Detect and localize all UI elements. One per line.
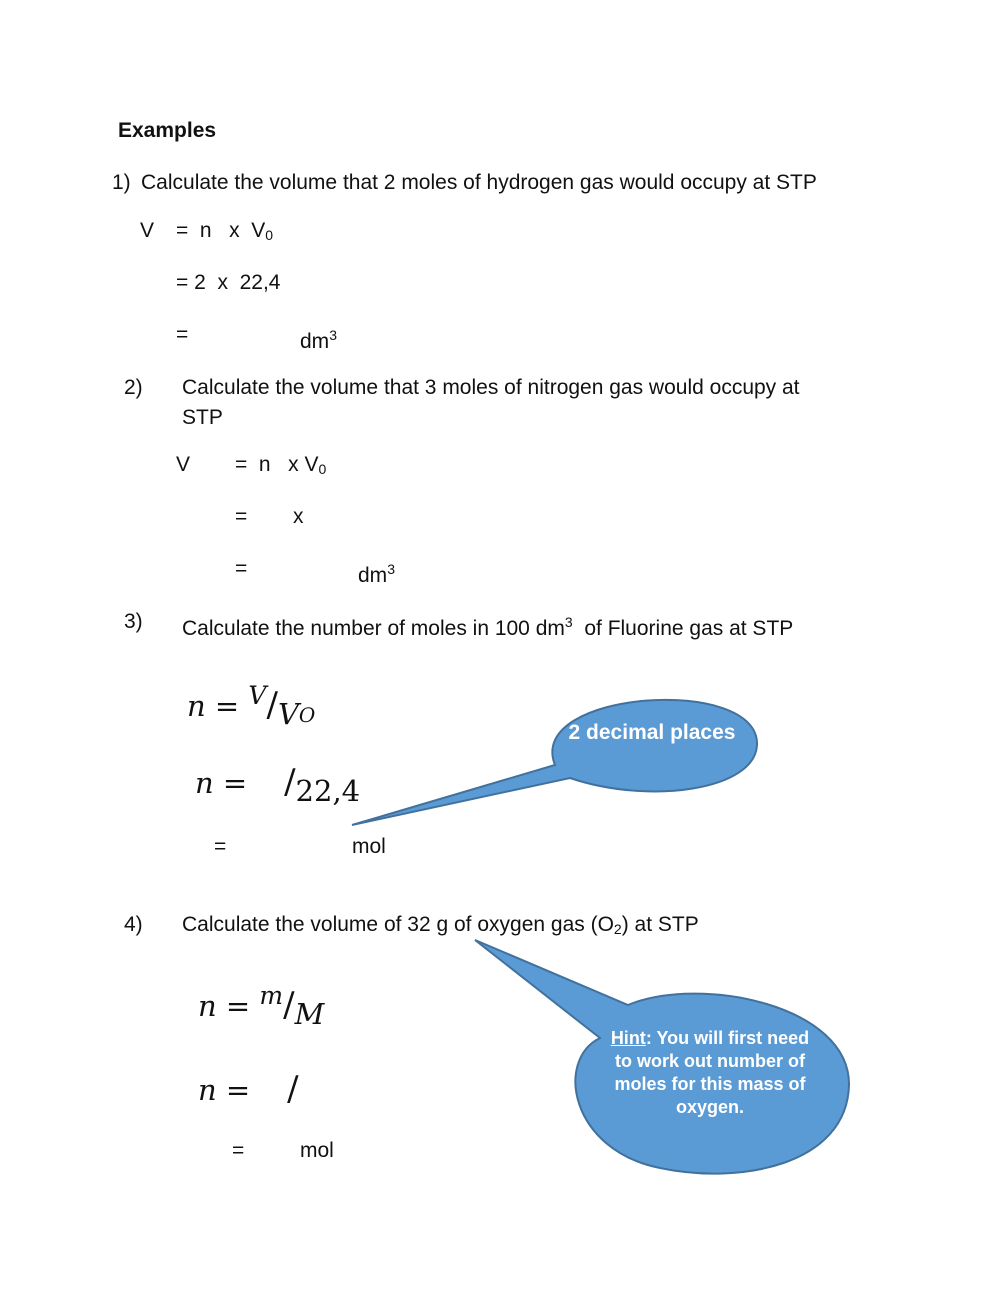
q1-line3-eq: = xyxy=(176,323,189,346)
q1-number: 1) xyxy=(112,171,131,194)
callout-hint-text: : You will first need to work out number of moles for this mass of oxygen. xyxy=(614,1028,810,1117)
q4-line3-eq: = xyxy=(232,1139,245,1162)
q4-formula-substitution: n = / xyxy=(198,1069,299,1109)
q4-number: 4) xyxy=(124,913,143,936)
q2-line1-lhs: V xyxy=(176,453,191,476)
callout-hint xyxy=(600,1027,820,1119)
q4-formula-moles-mass: n = m/M xyxy=(198,981,325,1031)
q1-text: Calculate the volume that 2 moles of hydrogen gas would occupy at STP xyxy=(141,171,817,194)
q1-line3-unit: $dm^3$ xyxy=(300,327,337,353)
q2-text-line2: STP xyxy=(182,406,223,429)
q2-line3-unit: $dm^3$ xyxy=(358,561,395,587)
callout-decimal-places: 2 decimal places xyxy=(568,721,736,744)
q2-line1: = n x $V_0$ xyxy=(235,453,327,477)
q1-line1-lhs: V xyxy=(140,219,155,242)
q3-formula-substitution: n = /22,4 xyxy=(195,762,361,808)
q2-text-line1: Calculate the volume that 3 moles of nitrogen gas would occupy at xyxy=(182,376,800,399)
heading-examples: Examples xyxy=(118,119,217,142)
q1-line2: = 2 x 22,4 xyxy=(176,271,281,294)
q4-line3-unit: mol xyxy=(300,1139,334,1162)
q3-line3-eq: = xyxy=(214,835,227,858)
q3-formula-moles-volume: $n = V/V_O$ xyxy=(187,681,316,731)
q2-line2-x: x xyxy=(293,505,304,528)
q2-line2-eq: = xyxy=(235,505,248,528)
q2-number: 2) xyxy=(124,376,143,399)
q1-line1: = n x $V_0$ xyxy=(176,219,274,243)
q3-line3-unit: mol xyxy=(352,835,386,858)
callout-hint-label: Hint xyxy=(610,1028,646,1048)
q3-text: Calculate the number of moles in 100 $dm^3$ of Fluorine gas at STP xyxy=(182,614,794,640)
q3-number: 3) xyxy=(124,610,143,633)
q4-text: Calculate the volume of 32 g of oxygen gas $(O_2)$ at STP xyxy=(182,913,699,937)
q2-line3-eq: = xyxy=(235,557,248,580)
